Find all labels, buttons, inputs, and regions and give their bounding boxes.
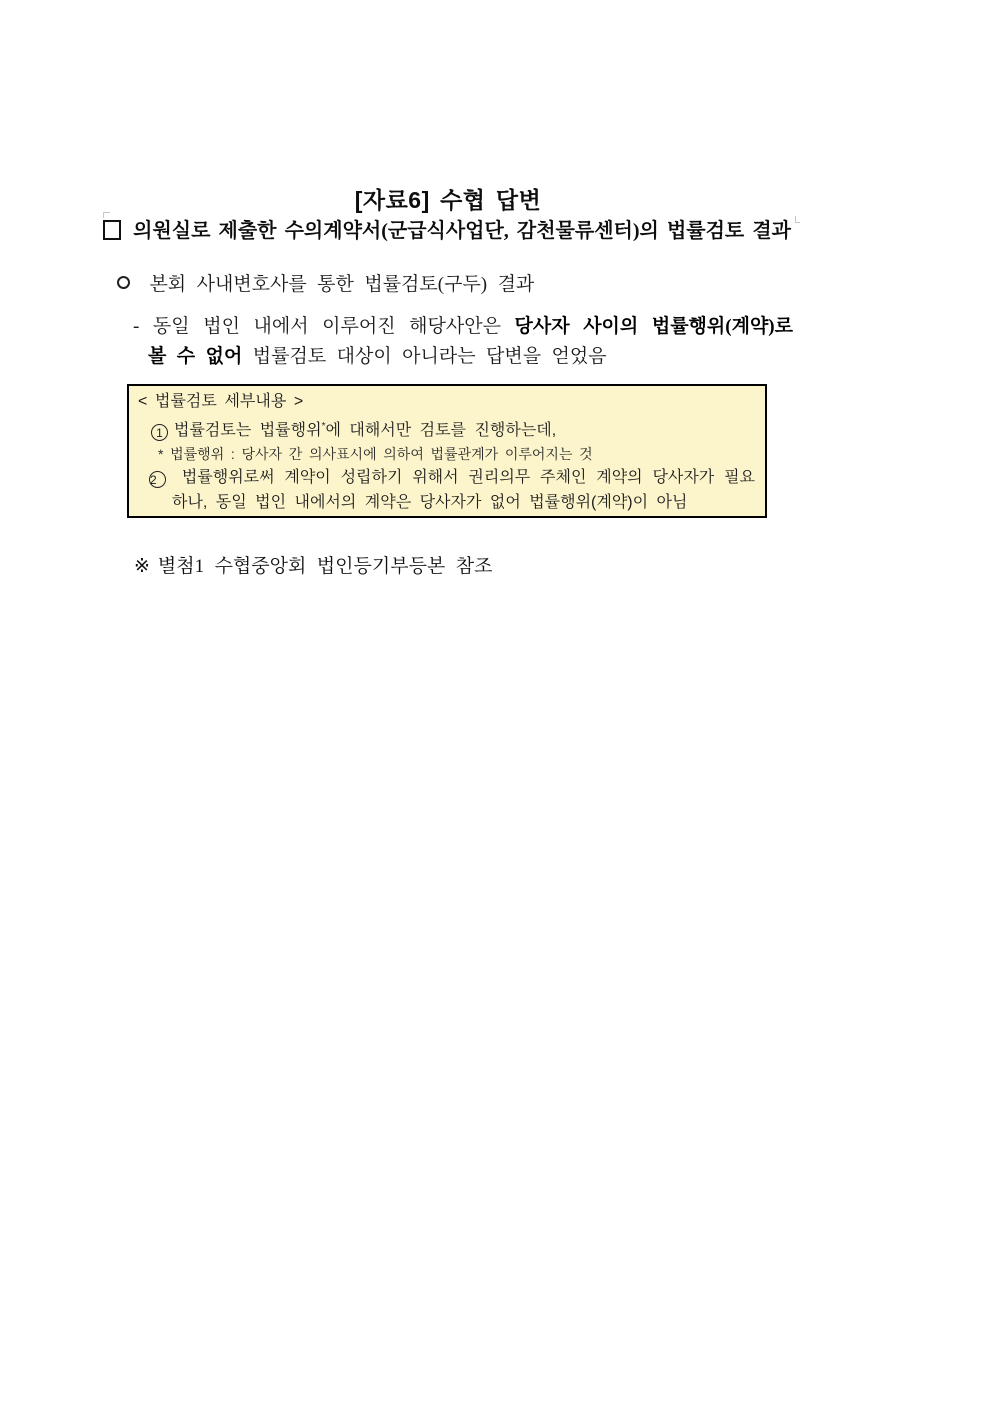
note-box-footnote: * 법률행위 : 당사자 간 의사표시에 의하여 법률관계가 이루어지는 것 [158, 446, 593, 462]
dash-bullet: - [133, 316, 140, 337]
detail-item-line-1 [133, 312, 793, 342]
note-box-item-2-line-2: 하나, 동일 법인 내에서의 계약은 당사자가 없어 법률행위(계약)이 아님 [172, 494, 688, 511]
note-box-item-1 [151, 414, 755, 443]
legal-review-note-box [127, 384, 767, 518]
note-item-1-text-pre: 법률검토는 법률행위 [174, 422, 322, 439]
note-item-2-text-line-1: 법률행위로써 계약이 성립하기 위해서 권리의무 주체인 계약의 당사자가 필요 [181, 469, 755, 486]
scan-artifact-mark [103, 212, 110, 218]
main-heading-line [103, 219, 791, 244]
square-checkbox-icon [103, 220, 121, 240]
sub-item-line [117, 273, 534, 297]
circle-bullet-icon [117, 276, 130, 289]
footnote-ref-mark: * [321, 421, 326, 432]
sub-item-text: 본회 사내변호사를 통한 법률검토(구두) 결과 [149, 274, 535, 295]
detail-text-bold-2: 볼 수 없어 [148, 346, 243, 367]
circled-number-1-icon: 1 [151, 424, 168, 441]
note-box-title: < 법률검토 세부내용 > [138, 393, 304, 410]
detail-text-bold-1: 당사자 사이의 법률행위(계약)로 [514, 316, 793, 337]
circled-number-2-icon: 2 [149, 471, 166, 488]
page-title: [자료6] 수협 답변 [354, 187, 542, 213]
note-item-1-text-post: 에 대해서만 검토를 진행하는데, [325, 422, 557, 439]
detail-text-normal-2: 법률검토 대상이 아니라는 답변을 얻었음 [252, 346, 607, 367]
reference-mark-icon: ※ [134, 556, 150, 577]
reference-text: 별첨1 수협중앙회 법인등기부등본 참조 [157, 556, 493, 577]
detail-item-line-2 [133, 342, 793, 372]
scan-artifact-mark [795, 216, 800, 223]
detail-item [133, 312, 793, 372]
detail-text-normal-1: 동일 법인 내에서 이루어진 해당사안은 [152, 316, 515, 337]
reference-note [134, 554, 492, 580]
note-box-item-2-line-1 [149, 465, 755, 490]
main-heading-text: 의원실로 제출한 수의계약서(군급식사업단, 감천물류센터)의 법률검토 결과 [133, 220, 791, 242]
